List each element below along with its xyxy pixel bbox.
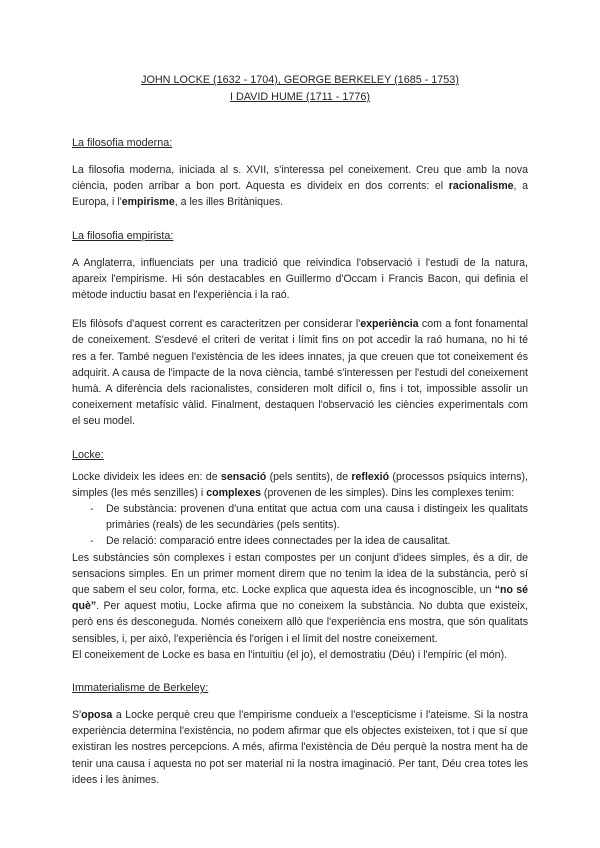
list-item: - De relació: comparació entre idees connectades per la idea de causalitat. [90,533,528,549]
document-page [72,72,528,806]
section-berkeley [72,681,528,788]
paragraph-locke-coneixement: El coneixement de Locke es basa en l'intuïtiu (el jo), el demostratiu (Déu) i l'empíric (el món). [72,648,508,661]
title-line-1: JOHN LOCKE (1632 - 1704), GEORGE BERKELEY (1685 - 1753) [141,74,459,86]
term-complexes: complexes [206,486,261,499]
paragraph-moderna-1: La filosofia moderna, iniciada al s. XVII, s'interessa pel coneixement. Creu que amb la nova ciència, poden arribar a bon port. Aquesta es divideix en dos corrents: el racionalisme, a Europa, i l'empirisme, a les illes Britàniques. [72,164,528,209]
paragraph-locke-substancies: Les substàncies són complexes i estan compostes per un conjunt d'idees simples, és a dir, de sensacions simples. En un primer moment direm que no tenim la idea de la substància, però sí que sabem el seu color, forma, etc. Locke explica que aquesta idea és incognoscible, un “no sé què”. Per aquest motiu, Locke afirma que no coneixem la substància. No dubta que existeix, però ens és desconeguda. Només coneixem allò que l'experiència ens mostra, que són qualitats sensibles, i, per això, l'experiència és l'origen i el límit del nostre coneixement. [72,551,529,645]
paragraph-locke-intro: Locke divideix les idees en: de sensació (pels sentits), de reflexió (processos psíquics interns), simples (les més senzilles) i complexes (provenen de les simples). Dins les complexes tenim: [72,470,529,499]
term-oposa: oposa [81,709,113,722]
term-experiencia: experiència [360,318,419,331]
term-no-se-que: “no sé què” [72,584,529,613]
section-filosofia-moderna [72,136,528,211]
term-empirisme: empirisme [121,196,175,209]
heading-berkeley: Immaterialisme de Berkeley: [72,682,209,695]
section-filosofia-empirista [72,229,528,430]
term-reflexio: reflexió [351,470,390,483]
heading-filosofia-moderna: La filosofia moderna: [72,137,173,149]
heading-locke: Locke: [72,448,104,461]
document-title [72,72,528,106]
locke-complex-ideas-list [72,501,528,550]
list-item: - De substància: provenen d'una entitat que actua com una causa i distingeix les qualitats primàries (reals) de les secundàries (pels sentits). [90,501,528,533]
paragraph-empirista-2: Els filòsofs d'aquest corrent es caracteritzen per considerar l'experiència com a font fonamental de coneixement. S'esdevé el criteri de veritat i límit fins on pot accedir la raó humana, no hi té res a fer. També neguen l'existència de les idees innates, ja que creuen que tot coneixement és adquirit. A causa de l'impacte de la nova ciència, també s'interessen per l'estudi del coneixement humà. A diferència dels racionalistes, consideren molt difícil o, fins i tot, impossible assolir un coneixement metafísic vàlid. Finalment, destaquen l'observació les ciències experimentals com el seu model. [72,318,528,428]
heading-filosofia-empirista: La filosofia empirista: [72,229,174,242]
title-line-2: I DAVID HUME (1711 - 1776) [229,91,370,103]
paragraph-empirista-1: A Anglaterra, influenciats per una tradició que reivindica l'observació i l'estudi de la natura, apareix l'empirisme. Hi són destacables en Guillermo d'Occam i Francis Bacon, qui definia el mètode inductiu basat en l'experiència i la raó. [72,256,528,302]
paragraph-berkeley-1: S'oposa a Locke perquè creu que l'empirisme condueix a l'escepticisme i l'ateisme. Si la nostra experiència determina l'existència, no podem afirmar que els objectes existeixen, tot i que sí que existiran les nostres percepcions. A més, afirma l'existència de Déu perquè la nostra ment ha de tenir una causa i aquesta no pot ser material ni la nostra imaginació. Per tant, Déu crea totes les idees i les ànimes. [72,709,528,786]
section-locke [72,448,528,663]
term-racionalisme: racionalisme [448,180,514,193]
term-sensacio: sensació [220,470,267,483]
